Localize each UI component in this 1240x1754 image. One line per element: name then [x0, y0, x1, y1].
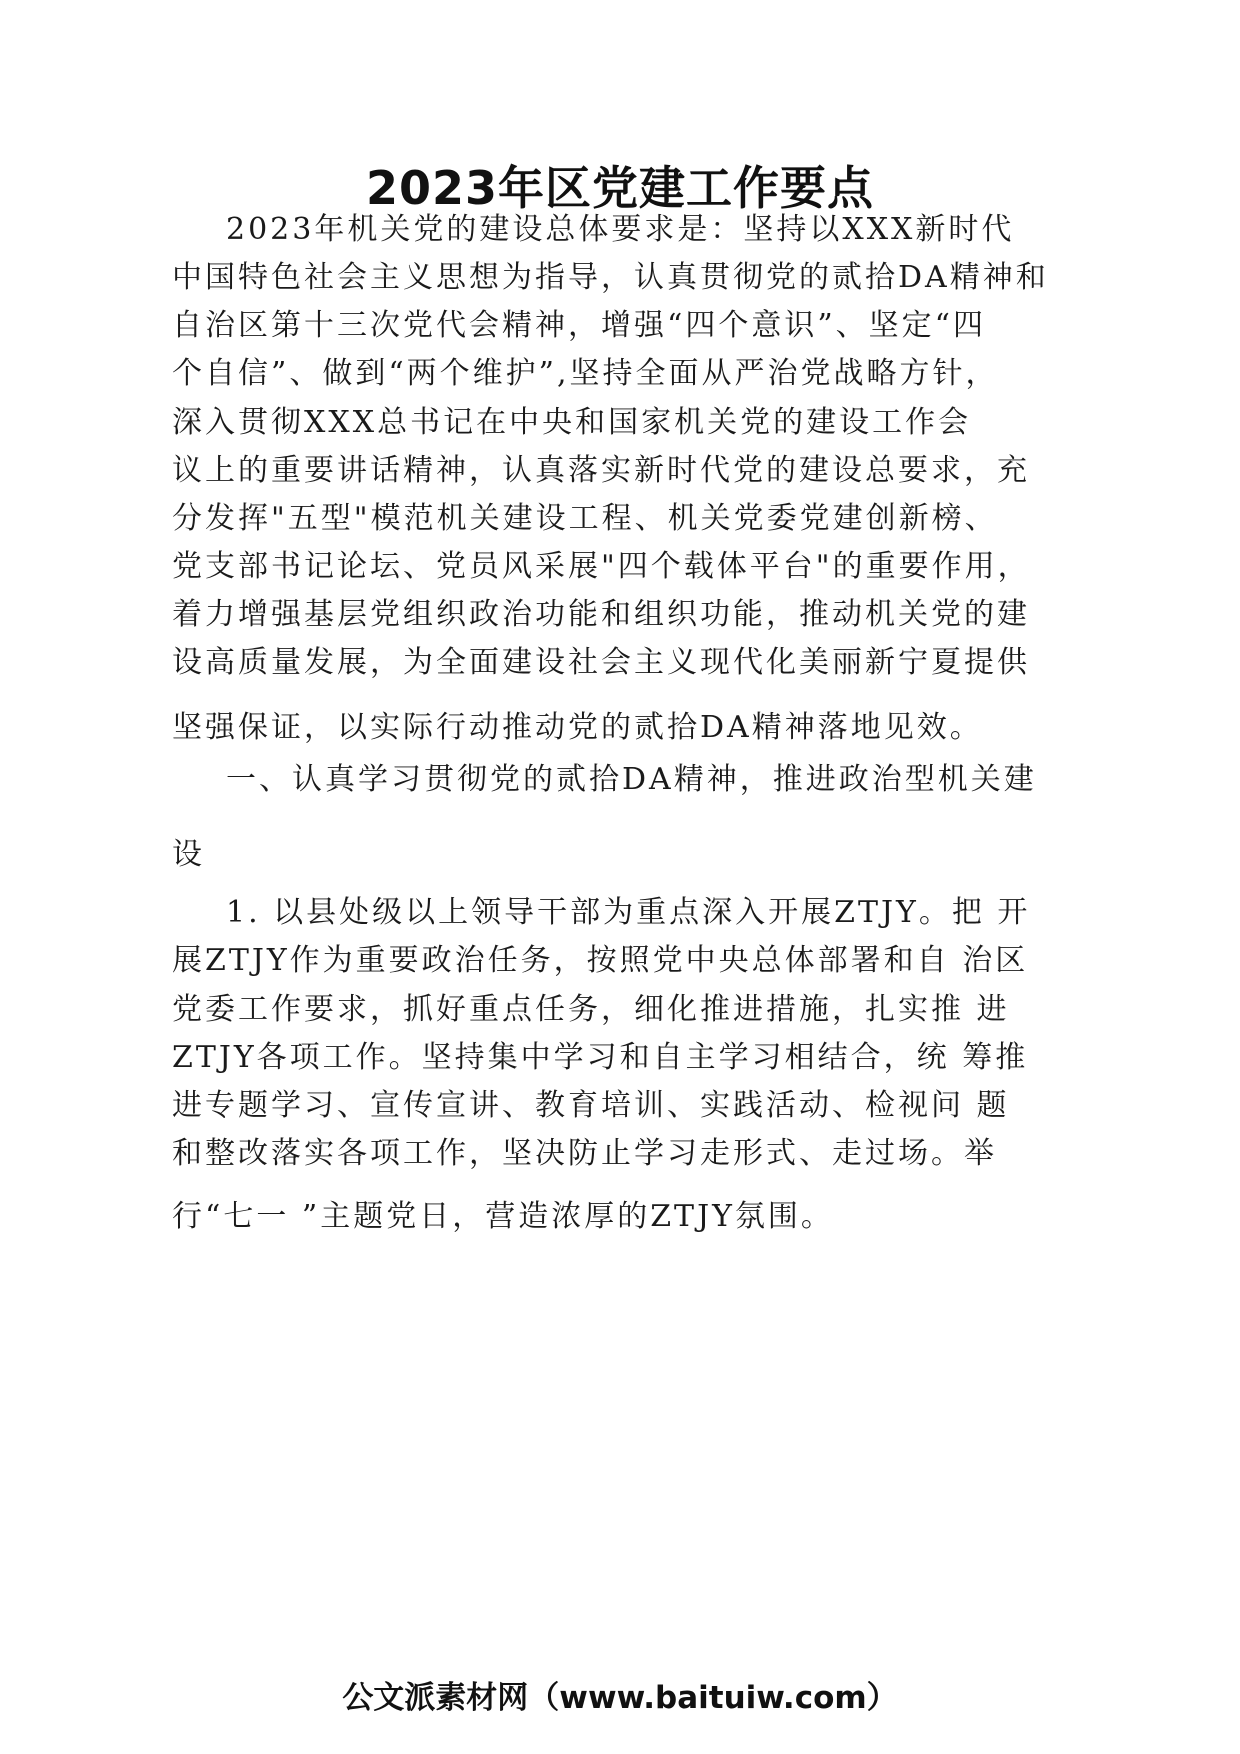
text-line: 中国特色社会主义思想为指导，认真贯彻党的贰拾DA精神和	[172, 260, 1049, 295]
text-line: 展ZTJY作为重要政治任务，按照党中央总体部署和自 治区	[172, 943, 1029, 978]
text-line: 进专题学习、宣传宣讲、教育培训、实践活动、检视问 题	[172, 1088, 1010, 1123]
text-line: 坚强保证，以实际行动推动党的贰拾DA精神落地见效。	[172, 710, 983, 745]
footer-source: 公文派素材网（www.baituiw.com）	[342, 1680, 898, 1716]
text-line: 设高质量发展，为全面建设社会主义现代化美丽新宁夏提供	[172, 645, 1030, 680]
text-line: 和整改落实各项工作，坚决防止学习走形式、走过场。举	[172, 1136, 997, 1171]
text-line: 党委工作要求，抓好重点任务，细化推进措施，扎实推 进	[172, 992, 1010, 1027]
heading-line: 一、认真学习贯彻党的贰拾DA精神，推进政治型机关建	[226, 762, 1037, 797]
text-line: 议上的重要讲话精神，认真落实新时代党的建设总要求，充	[172, 453, 1030, 488]
text-line: 行“七一 ”主题党日，营造浓厚的ZTJY氛围。	[172, 1199, 834, 1234]
text-line: 着力增强基层党组织政治功能和组织功能，推动机关党的建	[172, 597, 1030, 632]
text-line: 2023年机关党的建设总体要求是：坚持以XXX新时代	[226, 212, 1015, 247]
text-line: 1. 以县处级以上领导干部为重点深入开展ZTJY。把 开	[226, 895, 1031, 930]
heading-line: 设	[172, 837, 205, 872]
text-line: 深入贯彻XXX总书记在中央和国家机关党的建设工作会	[172, 405, 972, 440]
text-line: 分发挥"五型"模范机关建设工程、机关党委党建创新榜、	[172, 501, 998, 536]
text-line: 个自信”、做到“两个维护”,坚持全面从严治党战略方针，	[172, 356, 999, 391]
text-line: 自治区第十三次党代会精神，增强“四个意识”、坚定“四	[172, 308, 987, 343]
text-line: ZTJY各项工作。坚持集中学习和自主学习相结合，统 筹推	[172, 1040, 1029, 1075]
text-line: 党支部书记论坛、党员风采展"四个载体平台"的重要作用，	[172, 549, 1031, 584]
document-title: 2023年区党建工作要点	[365, 161, 875, 215]
